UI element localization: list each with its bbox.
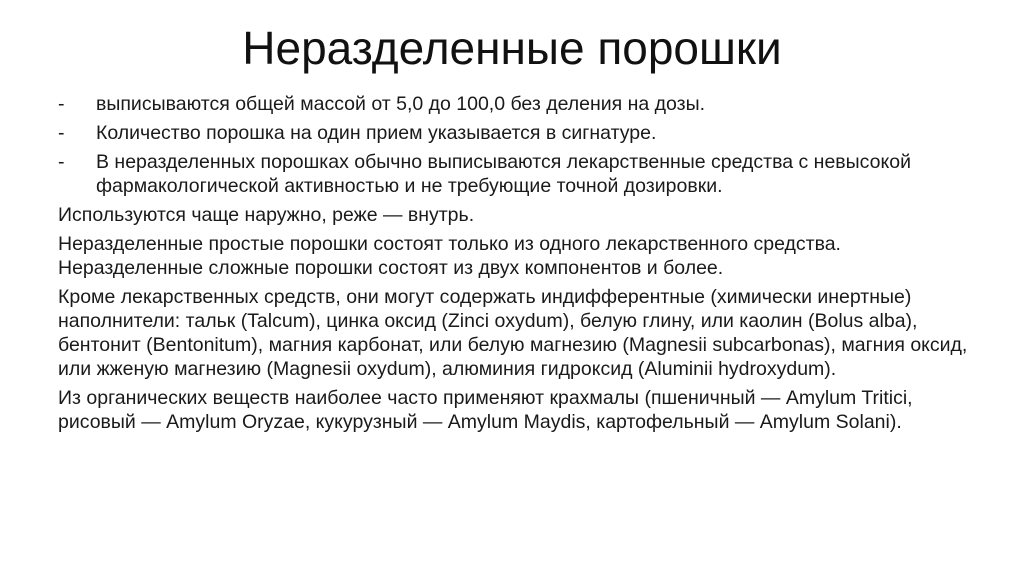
- bullet-text: Количество порошка на один прием указывается в сигнатуре.: [96, 122, 657, 144]
- bullet-item: [58, 121, 988, 145]
- bullet-item: [58, 92, 988, 116]
- bullet-text: выписываются общей массой от 5,0 до 100,0 без деления на дозы.: [96, 93, 706, 115]
- paragraph-starches: Из органических веществ наиболее часто применяют крахмалы (пшеничный — Amylum Tritici, рисовый — Amylum Oryzae, кукурузный — Amylum Maydis, картофельный — Amylum Solani).: [58, 387, 913, 433]
- paragraph-simple-complex: Неразделенные простые порошки состоят только из одного лекарственного средства. Неразделенные сложные порошки состоят из двух компонентов и более.: [58, 233, 841, 279]
- slide-title: Неразделенные порошки: [242, 22, 782, 74]
- paragraph-usage: Используются чаще наружно, реже — внутрь.: [58, 204, 475, 226]
- bullet-marker: -: [58, 93, 65, 115]
- paragraph-fillers: Кроме лекарственных средств, они могут содержать индифферентные (химически инертные) наполнители: тальк (Talcum), цинка оксид (Zinci oxydum), белую глину, или каолин (Bolus alba), бентонит (Bentonitum), магния карбонат, или белую магнезию (Magnesii subcarbonas), магния оксид, или жженую магнезию (Magnesii oxydum), алюминия гидроксид (Aluminii hydroxydum).: [58, 286, 968, 380]
- slide-content: [58, 92, 988, 439]
- bullet-item: [58, 150, 988, 198]
- bullet-text: В неразделенных порошках обычно выписываются лекарственные средства с невысокой фармакологической активностью и не требующие точной дозировки.: [96, 151, 911, 197]
- bullet-marker: -: [58, 122, 65, 144]
- bullet-marker: -: [58, 151, 65, 173]
